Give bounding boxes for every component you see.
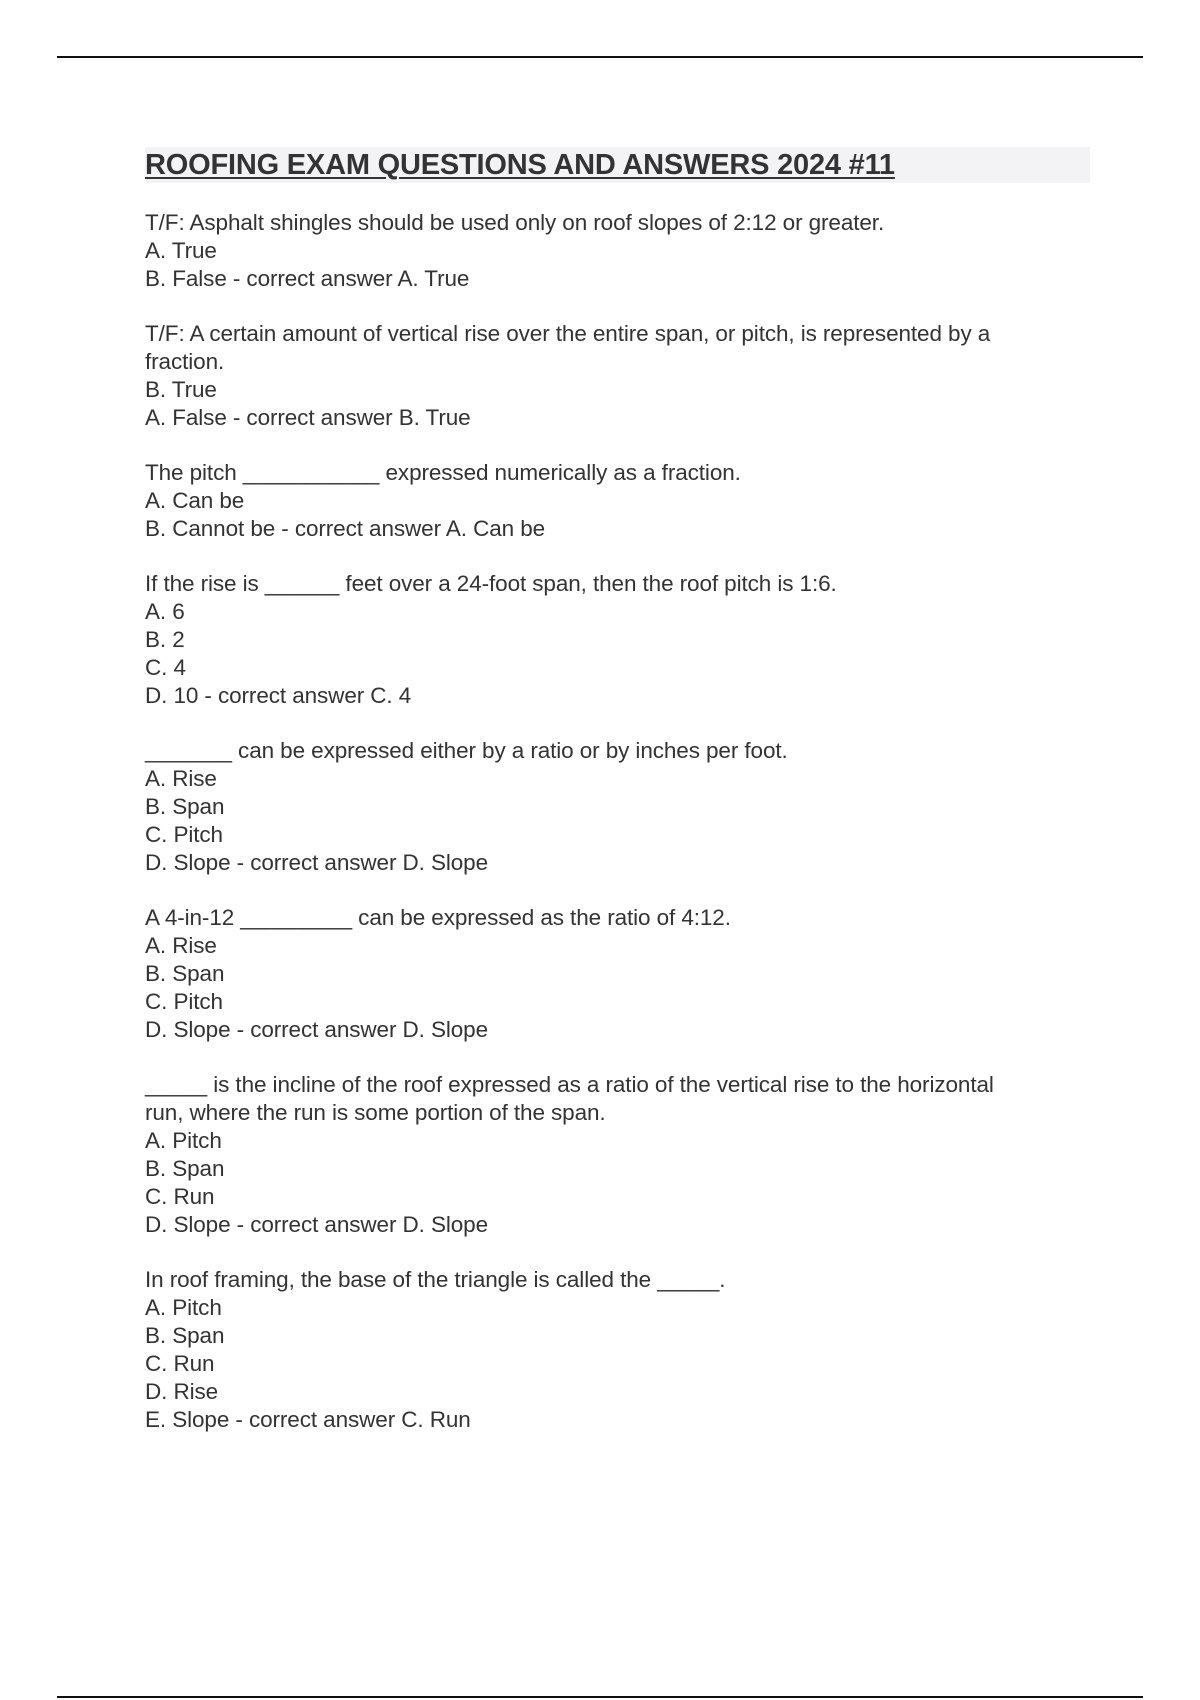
answer-option: C. Pitch [145,989,223,1014]
answer-option: B. True [145,377,217,402]
answer-option: B. Span [145,1156,225,1181]
question-block [145,320,1090,432]
answer-option: D. 10 - correct answer C. 4 [145,683,412,708]
answer-option: A. Rise [145,933,217,958]
answer-option: A. Pitch [145,1128,222,1153]
answer-option: C. 4 [145,655,186,680]
question-block [145,1266,1090,1434]
answer-option: C. Run [145,1351,215,1376]
question-text: The pitch ___________ expressed numerically as a fraction. [145,460,741,485]
answer-option: B. Span [145,794,225,819]
answer-option: D. Slope - correct answer D. Slope [145,1017,488,1042]
answer-option: A. Pitch [145,1295,222,1320]
answer-option: A. True [145,238,217,263]
question-block [145,1071,1090,1239]
answer-option: D. Rise [145,1379,219,1404]
answer-option: A. Rise [145,766,217,791]
page-title: ROOFING EXAM QUESTIONS AND ANSWERS 2024 #11 [145,148,895,181]
question-block [145,459,1090,543]
answer-option: C. Run [145,1184,215,1209]
answer-option: A. 6 [145,599,185,624]
answer-option: B. Cannot be - correct answer A. Can be [145,516,546,541]
answer-option: B. Span [145,1323,225,1348]
question-text: T/F: A certain amount of vertical rise over the entire span, or pitch, is represented by a [145,321,991,346]
bottom-rule [57,1696,1143,1698]
answer-option: B. 2 [145,627,185,652]
question-list [145,209,1090,1434]
document-body [145,147,1090,1461]
question-block [145,904,1090,1044]
question-text: _____ is the incline of the roof expressed as a ratio of the vertical rise to the horizontal [145,1072,994,1097]
top-rule [57,56,1143,58]
answer-option: D. Slope - correct answer D. Slope [145,850,488,875]
title-band [145,147,1090,183]
question-text: T/F: Asphalt shingles should be used only on roof slopes of 2:12 or greater. [145,210,885,235]
answer-option: C. Pitch [145,822,223,847]
answer-option: A. False - correct answer B. True [145,405,471,430]
answer-option: B. Span [145,961,225,986]
question-block [145,570,1090,710]
question-text: In roof framing, the base of the triangle is called the _____. [145,1267,726,1292]
question-block [145,737,1090,877]
answer-option: run, where the run is some portion of the span. [145,1100,606,1125]
answer-option: fraction. [145,349,225,374]
question-text: A 4-in-12 _________ can be expressed as the ratio of 4:12. [145,905,731,930]
answer-option: E. Slope - correct answer C. Run [145,1407,471,1432]
question-text: _______ can be expressed either by a ratio or by inches per foot. [145,738,788,763]
answer-option: A. Can be [145,488,245,513]
question-text: If the rise is ______ feet over a 24-foot span, then the roof pitch is 1:6. [145,571,837,596]
answer-option: B. False - correct answer A. True [145,266,470,291]
question-block [145,209,1090,293]
answer-option: D. Slope - correct answer D. Slope [145,1212,488,1237]
